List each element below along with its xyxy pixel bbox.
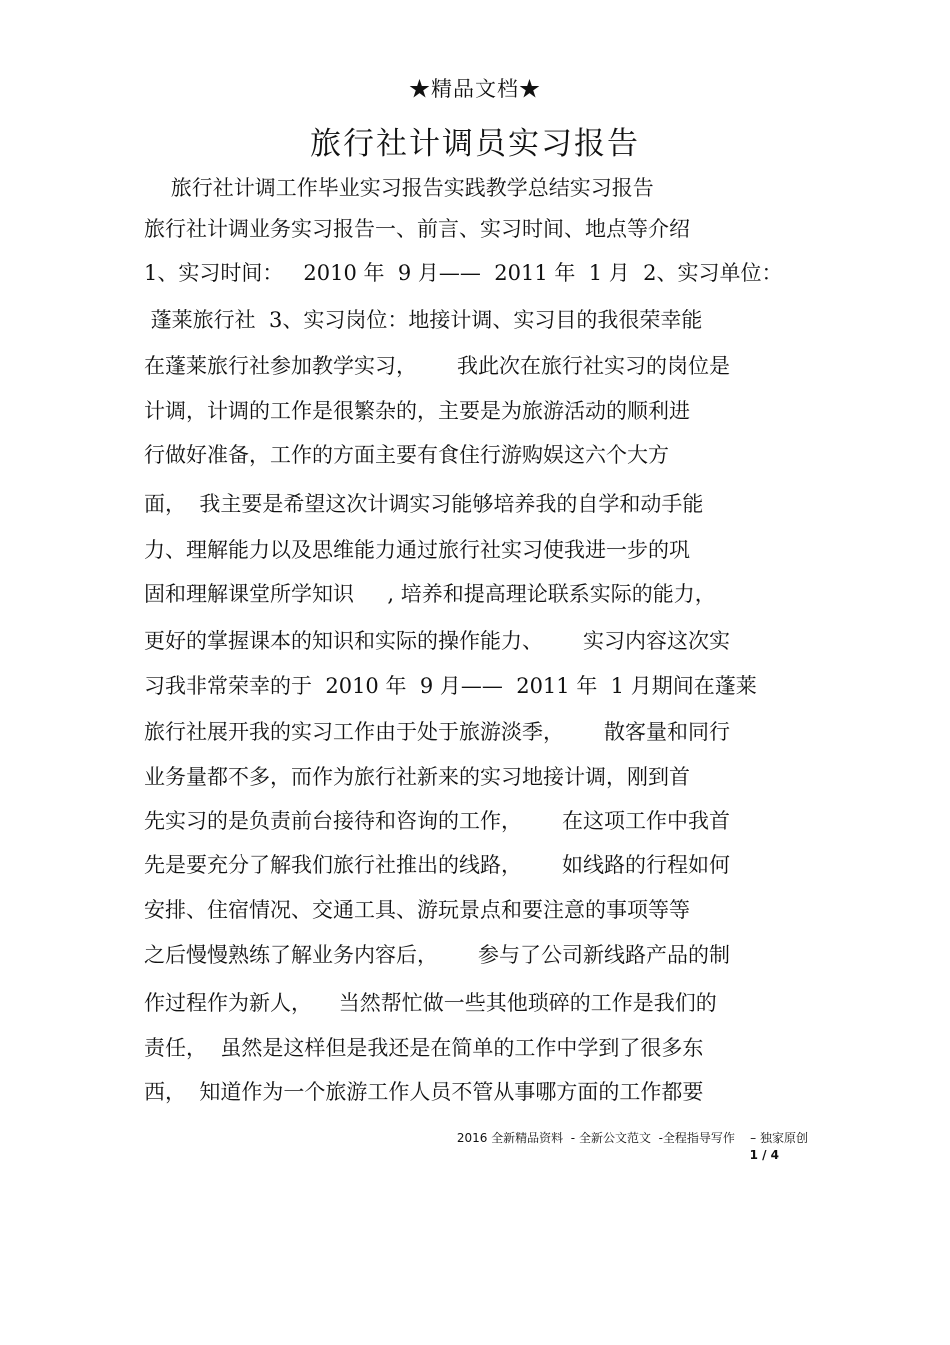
body-line: 业务量都不多，而作为旅行社新来的实习地接计调，刚到首: [144, 765, 690, 789]
body-line: 面， 我主要是希望这次计调实习能够培养我的自学和动手能: [144, 492, 704, 516]
body-line: 1、实习时间： 2010 年 9 月—— 2011 年 1 月 2、实习单位：: [144, 261, 783, 285]
body-line: 固和理解课堂所学知识 , 培养和提高理论联系实际的能力，: [144, 582, 716, 606]
body-line: 先是要充分了解我们旅行社推出的线路， 如线路的行程如何: [144, 853, 731, 877]
body-line: 安排、住宿情况、交通工具、游玩景点和要注意的事项等等: [144, 898, 690, 922]
body-line: 之后慢慢熟练了解业务内容后， 参与了公司新线路产品的制: [144, 943, 731, 967]
body-line: 力、理解能力以及思维能力通过旅行社实习使我进一步的巩: [144, 538, 690, 562]
body-line: 习我非常荣幸的于 2010 年 9 月—— 2011 年 1 月期间在蓬莱: [144, 674, 757, 698]
body-line: 在蓬莱旅行社参加教学实习， 我此次在旅行社实习的岗位是: [144, 354, 731, 378]
body-line: 更好的掌握课本的知识和实际的操作能力、 实习内容这次实: [144, 629, 731, 653]
body-line: 西， 知道作为一个旅游工作人员不管从事哪方面的工作都要: [144, 1080, 704, 1104]
body-line: 作过程作为新人， 当然帮忙做一些其他琐碎的工作是我们的: [144, 991, 717, 1015]
body-line: 旅行社展开我的实习工作由于处于旅游淡季， 散客量和同行: [144, 720, 731, 744]
page-number: 1 / 4: [749, 1148, 779, 1162]
body-line: 行做好准备，工作的方面主要有食住行游购娱这六个大方: [144, 443, 669, 467]
footer-note: 2016 全新精品资料 - 全新公文范文 -全程指导写作 – 独家原创: [456, 1131, 808, 1145]
page-title: 旅行社计调员实习报告: [310, 126, 640, 162]
body-line: 旅行社计调工作毕业实习报告实践教学总结实习报告: [144, 176, 654, 200]
body-line: 旅行社计调业务实习报告一、前言、实习时间、地点等介绍: [144, 217, 690, 241]
body-line: 责任， 虽然是这样但是我还是在简单的工作中学到了很多东: [144, 1036, 704, 1060]
body-line: 计调，计调的工作是很繁杂的，主要是为旅游活动的顺利进: [144, 399, 690, 423]
body-line: 蓬莱旅行社 3、实习岗位：地接计调、实习目的我很荣幸能: [144, 308, 703, 332]
body-line: 先实习的是负责前台接待和咨询的工作， 在这项工作中我首: [144, 809, 731, 833]
header-mark: ★精品文档★: [409, 77, 541, 101]
